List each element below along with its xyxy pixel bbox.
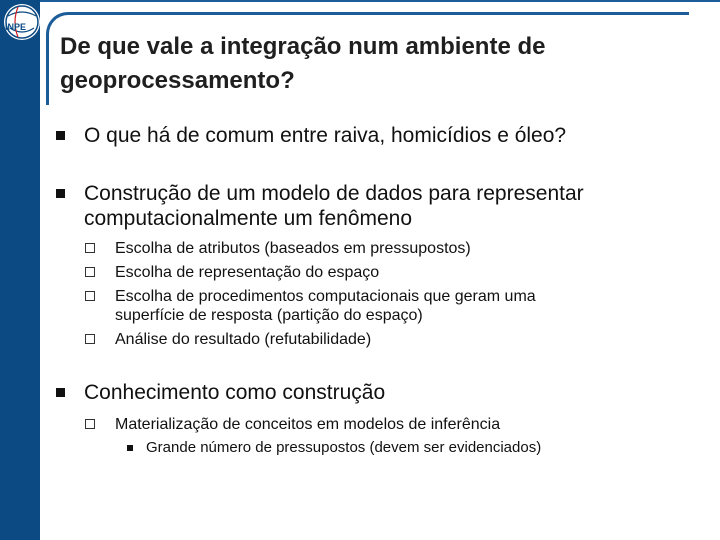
square-bullet-icon	[56, 189, 65, 198]
left-sidebar-band	[0, 0, 40, 540]
sub-bullet-text: Análise do resultado (refutabilidade)	[115, 331, 372, 348]
small-square-bullet-icon	[127, 445, 133, 451]
sub-bullet-item	[54, 237, 704, 261]
sub-bullet-text: Escolha de representação do espaço	[115, 264, 380, 281]
sub-bullet-text: Escolha de atributos (baseados em pressupostos)	[115, 240, 471, 257]
bullet-text: O que há de comum entre raiva, homicídios e óleo?	[84, 124, 567, 147]
bullet-item	[54, 123, 704, 148]
inpe-logo	[4, 4, 40, 40]
sub-bullet-text: Materialização de conceitos em modelos de inferência	[115, 416, 501, 433]
sub-bullet-item	[54, 413, 704, 437]
sub-bullet-text: Escolha de procedimentos computacionais que geram uma	[115, 288, 536, 305]
bullet-text: Construção de um modelo de dados para representar computacionalmente um fenômeno	[84, 182, 584, 230]
square-bullet-icon	[56, 388, 65, 397]
sub-bullet-text-continuation: superfície de resposta (partição do espaço)	[115, 307, 423, 324]
sub-sub-bullet-item	[54, 437, 704, 459]
slide-content	[54, 123, 704, 459]
hollow-square-bullet-icon	[85, 419, 95, 429]
sub-bullet-item	[54, 261, 704, 285]
slide-title: De que vale a integração num ambiente de geoprocessamento?	[60, 33, 546, 94]
sub-sub-bullet-text: Grande número de pressupostos (devem ser evidenciados)	[146, 439, 542, 456]
bullet-item	[54, 380, 704, 405]
bullet-item	[54, 181, 704, 231]
sub-bullet-item	[54, 285, 704, 328]
bullet-text: Conhecimento como construção	[84, 381, 386, 404]
hollow-square-bullet-icon	[85, 334, 95, 344]
logo-text: INPE	[5, 22, 27, 32]
hollow-square-bullet-icon	[85, 291, 95, 301]
hollow-square-bullet-icon	[85, 243, 95, 253]
sub-bullet-item	[54, 328, 704, 352]
square-bullet-icon	[56, 131, 65, 140]
hollow-square-bullet-icon	[85, 267, 95, 277]
top-border-line	[40, 0, 720, 2]
